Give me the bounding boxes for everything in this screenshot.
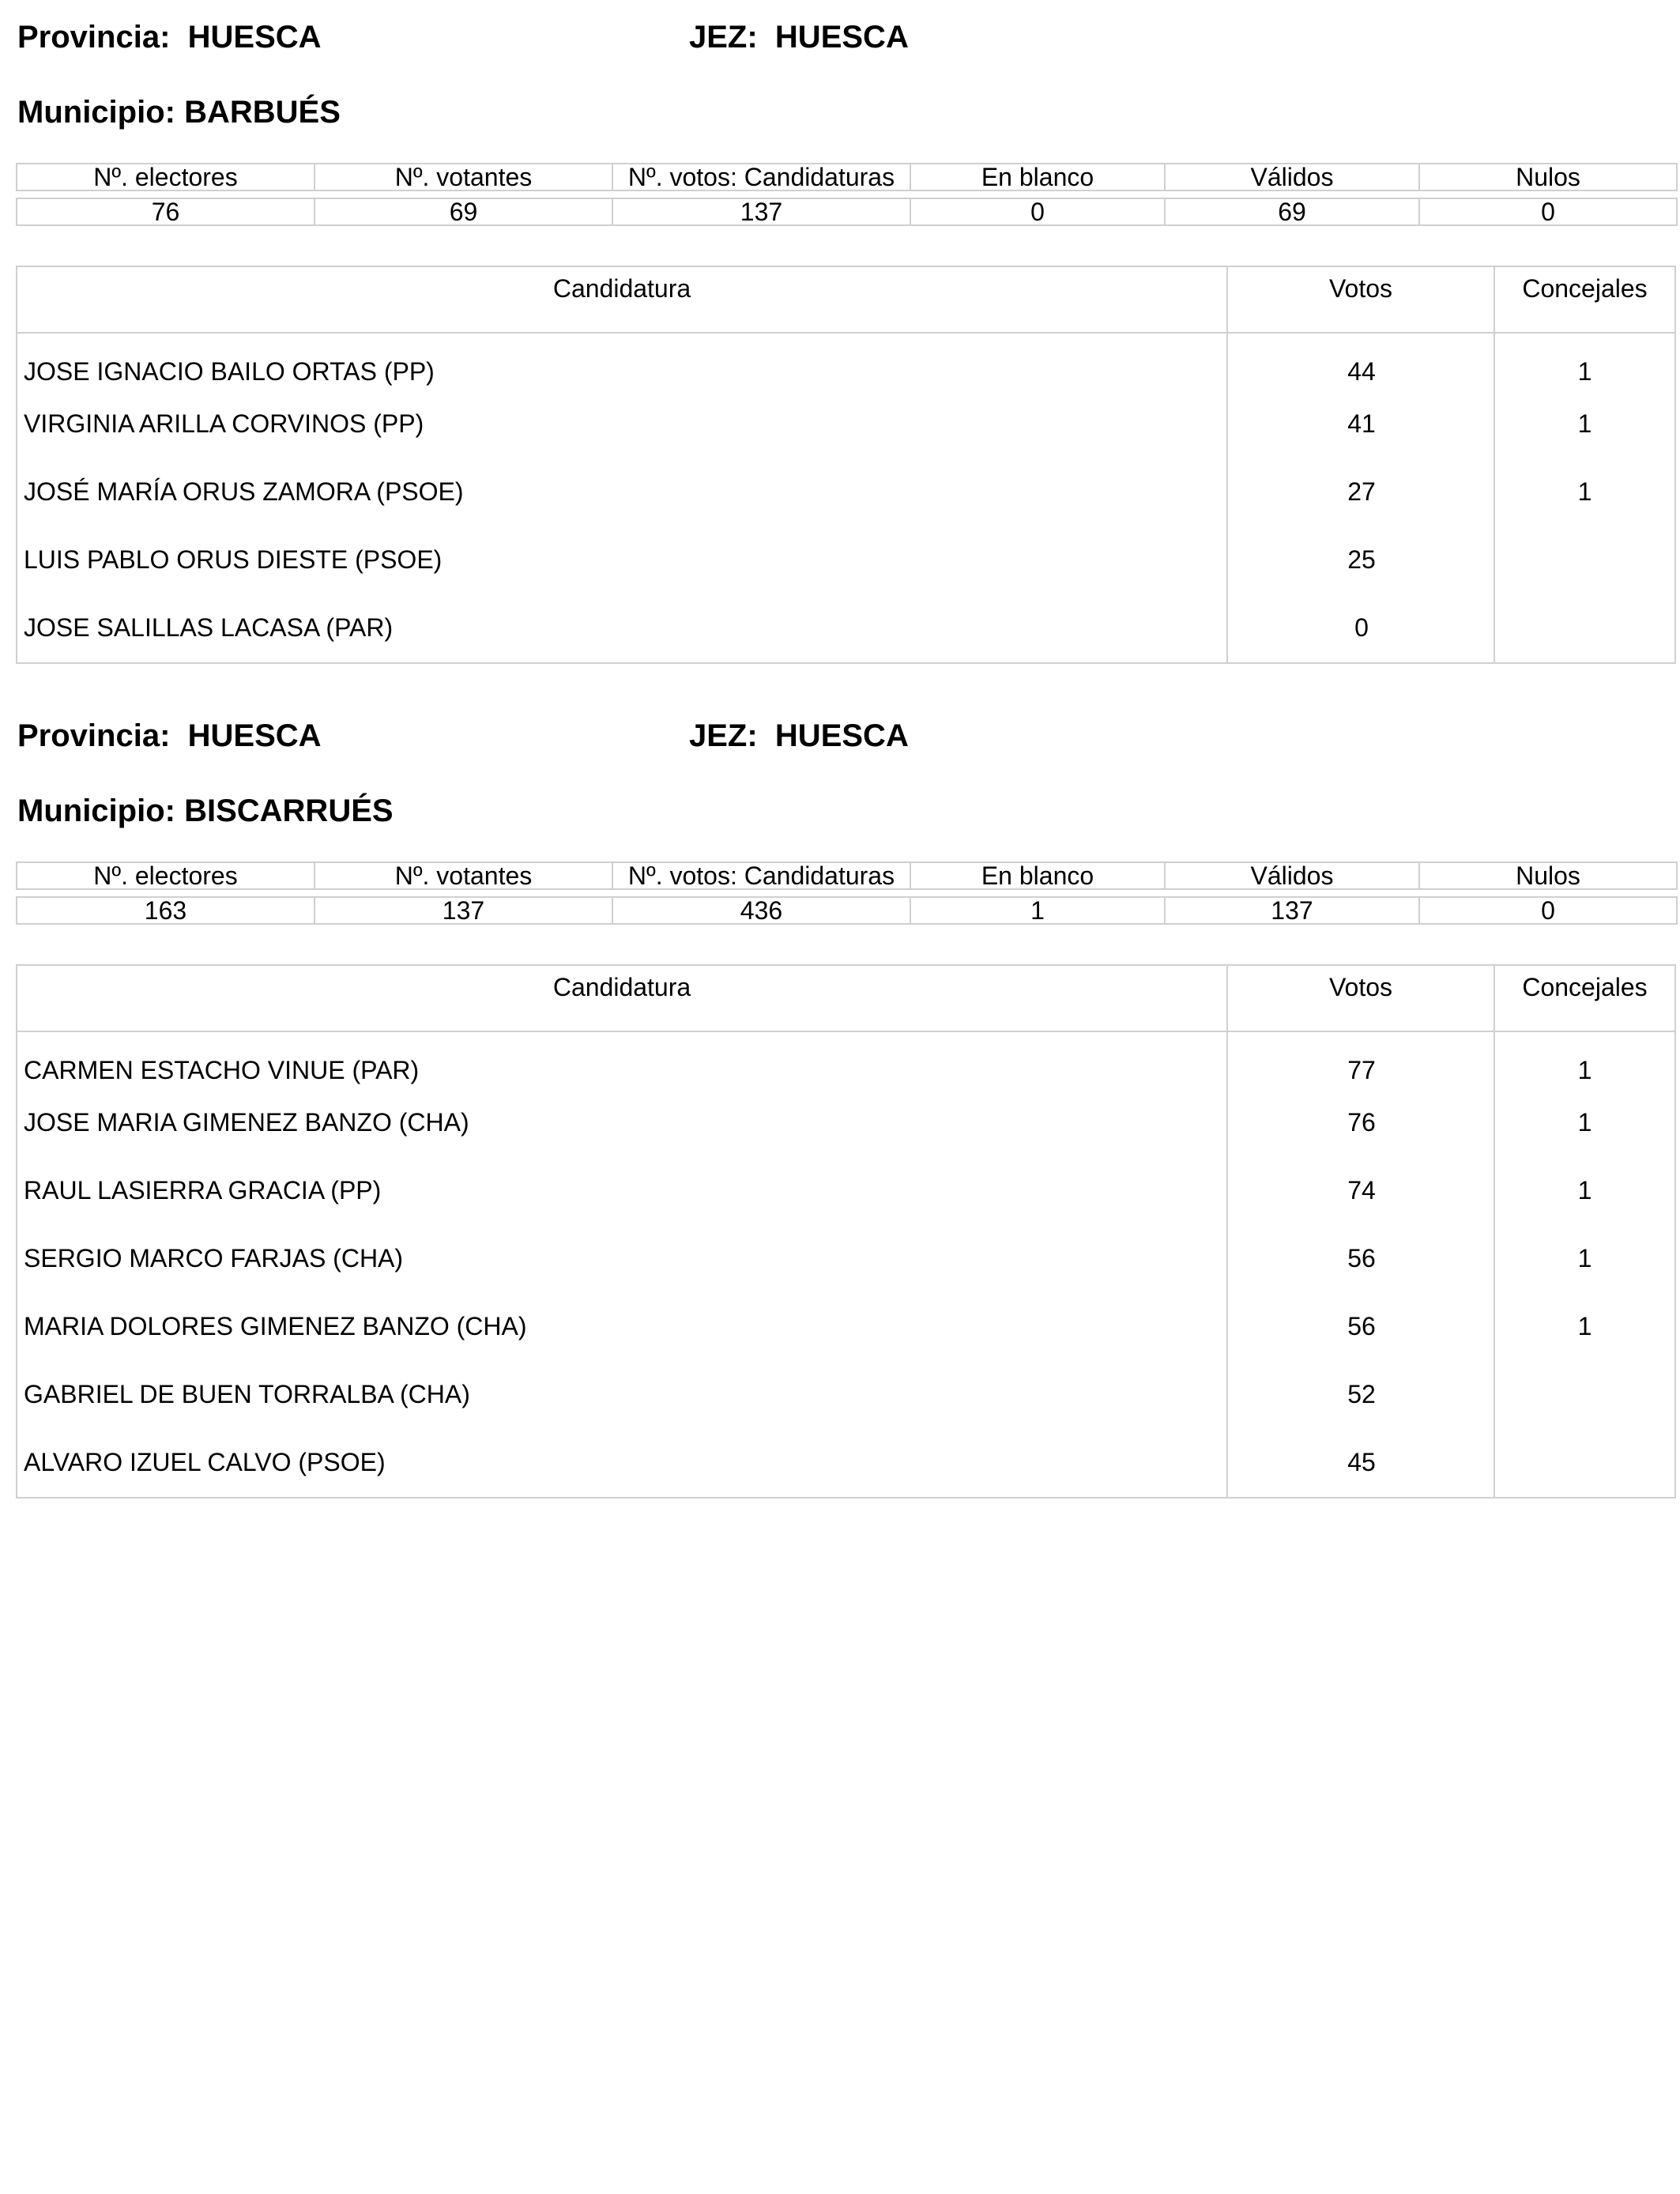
municipio-value: BARBUÉS xyxy=(184,95,341,130)
candidates-header-row xyxy=(17,267,1674,334)
provincia-heading: Provincia: HUESCA xyxy=(17,718,322,753)
validos-header: Válidos xyxy=(1165,862,1419,889)
nulos-value: 0 xyxy=(1419,897,1677,924)
candidate-row xyxy=(17,383,1674,450)
en-blanco-header: En blanco xyxy=(910,862,1165,889)
candidates-header-row xyxy=(17,966,1674,1032)
municipio-section-biscarrues xyxy=(16,716,1676,1476)
votos-header: Votos xyxy=(1228,267,1495,332)
jez-heading: JEZ: HUESCA xyxy=(689,20,909,55)
municipio-value: BISCARRUÉS xyxy=(184,794,394,828)
votantes-header: Nº. votantes xyxy=(315,862,612,889)
candidate-concejales: 1 xyxy=(1577,477,1592,506)
candidate-votos: 74 xyxy=(1347,1176,1376,1204)
candidate-votos: 56 xyxy=(1347,1312,1376,1340)
candidate-row xyxy=(17,1421,1674,1497)
candidate-name: VIRGINIA ARILLA CORVINOS (PP) xyxy=(24,409,424,438)
municipio-heading: Municipio: BISCARRUÉS xyxy=(17,794,394,828)
candidate-name: CARMEN ESTACHO VINUE (PAR) xyxy=(24,1056,420,1084)
candidate-name: JOSE IGNACIO BAILO ORTAS (PP) xyxy=(24,357,435,386)
municipio-heading: Municipio: BARBUÉS xyxy=(17,95,341,130)
candidate-name: ALVARO IZUEL CALVO (PSOE) xyxy=(24,1448,386,1476)
candidate-row xyxy=(17,1285,1674,1353)
candidate-name: JOSE MARIA GIMENEZ BANZO (CHA) xyxy=(24,1108,469,1137)
electores-header: Nº. electores xyxy=(17,164,315,190)
en-blanco-header: En blanco xyxy=(910,164,1165,190)
summary-value-row xyxy=(17,198,1677,225)
candidate-row xyxy=(17,1032,1674,1084)
electores-value: 163 xyxy=(17,897,315,924)
votantes-header: Nº. votantes xyxy=(315,164,612,190)
candidate-concejales: 1 xyxy=(1577,357,1592,386)
votos-candidaturas-value: 436 xyxy=(612,897,910,924)
candidates-table xyxy=(16,266,1676,664)
candidate-name: MARIA DOLORES GIMENEZ BANZO (CHA) xyxy=(24,1312,527,1340)
votantes-value: 137 xyxy=(315,897,612,924)
jez-value: HUESCA xyxy=(774,20,909,55)
concejales-header: Concejales xyxy=(1522,973,1648,1001)
candidates-body xyxy=(17,334,1674,662)
candidate-concejales: 1 xyxy=(1577,409,1592,438)
candidatura-header: Candidatura xyxy=(17,267,1228,332)
provincia-value: HUESCA xyxy=(187,718,322,753)
candidate-votos: 52 xyxy=(1347,1380,1376,1408)
validos-value: 69 xyxy=(1165,198,1419,225)
candidate-row xyxy=(17,450,1674,518)
candidate-votos: 44 xyxy=(1347,357,1376,386)
candidatura-header: Candidatura xyxy=(17,966,1228,1031)
candidate-name: JOSE SALILLAS LACASA (PAR) xyxy=(24,613,394,642)
candidate-votos: 45 xyxy=(1347,1448,1376,1476)
candidate-name: RAUL LASIERRA GRACIA (PP) xyxy=(24,1176,382,1204)
candidate-votos: 27 xyxy=(1347,477,1376,506)
votos-candidaturas-value: 137 xyxy=(612,198,910,225)
municipio-section-barbues xyxy=(16,17,1676,642)
section-header xyxy=(16,17,1676,57)
en-blanco-value: 0 xyxy=(910,198,1165,225)
candidate-name: LUIS PABLO ORUS DIESTE (PSOE) xyxy=(24,545,443,574)
candidate-row xyxy=(17,334,1674,386)
section-header xyxy=(16,716,1676,756)
summary-table xyxy=(16,861,1678,925)
candidate-row xyxy=(17,1217,1674,1285)
nulos-header: Nulos xyxy=(1419,164,1677,190)
votos-header: Votos xyxy=(1228,966,1495,1031)
electores-value: 76 xyxy=(17,198,315,225)
candidates-table xyxy=(16,964,1676,1498)
votos-candidaturas-header: Nº. votos: Candidaturas xyxy=(612,164,910,190)
en-blanco-value: 1 xyxy=(910,897,1165,924)
candidate-votos: 56 xyxy=(1347,1244,1376,1272)
candidate-row xyxy=(17,1081,1674,1149)
candidate-concejales: 1 xyxy=(1577,1176,1592,1204)
jez-value: HUESCA xyxy=(774,718,909,753)
candidate-concejales: 1 xyxy=(1577,1244,1592,1272)
candidate-concejales: 1 xyxy=(1577,1056,1592,1084)
summary-value-row xyxy=(17,897,1677,924)
candidate-name: JOSÉ MARÍA ORUS ZAMORA (PSOE) xyxy=(24,477,464,506)
electores-header: Nº. electores xyxy=(17,862,315,889)
validos-header: Válidos xyxy=(1165,164,1419,190)
candidate-votos: 76 xyxy=(1347,1108,1376,1137)
candidate-row xyxy=(17,518,1674,586)
nulos-value: 0 xyxy=(1419,198,1677,225)
candidate-row xyxy=(17,1353,1674,1421)
votantes-value: 69 xyxy=(315,198,612,225)
candidate-concejales: 1 xyxy=(1577,1108,1592,1137)
candidate-votos: 25 xyxy=(1347,545,1376,574)
candidate-votos: 77 xyxy=(1347,1056,1376,1084)
candidate-votos: 0 xyxy=(1354,613,1369,642)
summary-header-row xyxy=(17,164,1677,190)
candidate-name: SERGIO MARCO FARJAS (CHA) xyxy=(24,1244,404,1272)
provincia-value: HUESCA xyxy=(187,20,322,55)
concejales-header: Concejales xyxy=(1522,274,1648,303)
candidate-row xyxy=(17,586,1674,662)
jez-heading: JEZ: HUESCA xyxy=(689,718,909,753)
votos-candidaturas-header: Nº. votos: Candidaturas xyxy=(612,862,910,889)
candidate-row xyxy=(17,1149,1674,1217)
candidate-votos: 41 xyxy=(1347,409,1376,438)
nulos-header: Nulos xyxy=(1419,862,1677,889)
summary-header-row xyxy=(17,862,1677,889)
candidate-name: GABRIEL DE BUEN TORRALBA (CHA) xyxy=(24,1380,470,1408)
provincia-heading: Provincia: HUESCA xyxy=(17,20,322,55)
validos-value: 137 xyxy=(1165,897,1419,924)
candidates-body xyxy=(17,1032,1674,1497)
summary-table xyxy=(16,163,1678,226)
candidate-concejales: 1 xyxy=(1577,1312,1592,1340)
